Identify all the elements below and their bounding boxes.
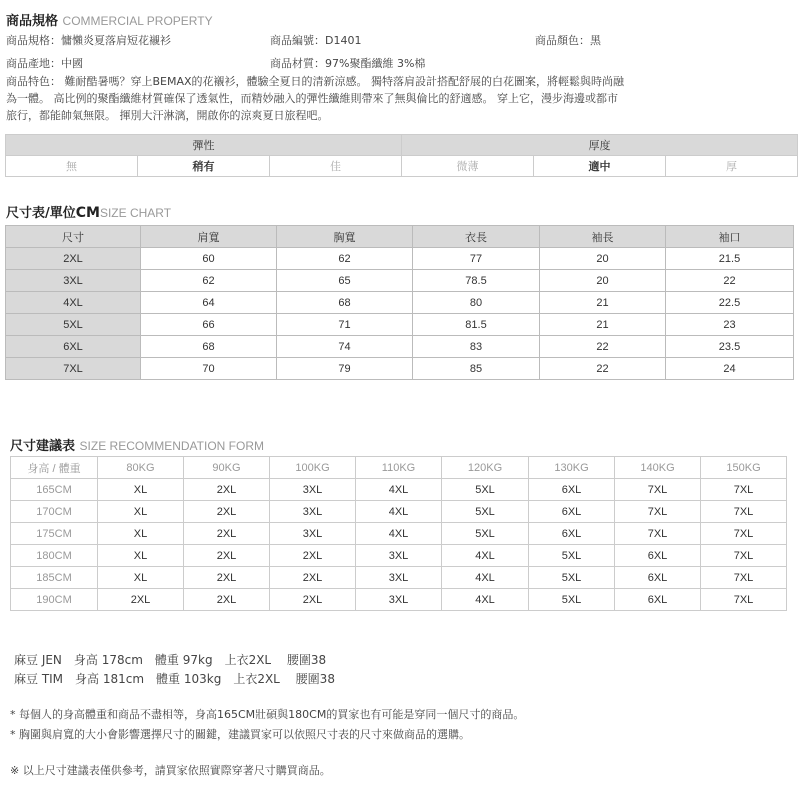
recommended-size-cell: 2XL bbox=[184, 567, 270, 589]
size-value-cell: 68 bbox=[277, 292, 413, 314]
size-value-cell: 22 bbox=[666, 270, 794, 292]
recommended-size-cell: 7XL bbox=[701, 589, 787, 611]
size-chart-row bbox=[6, 358, 794, 380]
recommendation-row bbox=[11, 545, 787, 567]
size-value-cell: 74 bbox=[277, 336, 413, 358]
recommendation-table bbox=[10, 456, 787, 611]
height-label-cell: 190CM bbox=[11, 589, 98, 611]
elasticity-option: 無 bbox=[6, 156, 138, 177]
size-value-cell: 78.5 bbox=[413, 270, 540, 292]
model-info: 麻豆 JEN 身高 178cm 體重 97kg 上衣2XL 腰圍38 bbox=[14, 653, 327, 667]
size-label-cell: 4XL bbox=[6, 292, 141, 314]
size-value-cell: 22 bbox=[540, 336, 666, 358]
size-chart-row bbox=[6, 336, 794, 358]
recommended-size-cell: 4XL bbox=[356, 523, 442, 545]
size-value-cell: 71 bbox=[277, 314, 413, 336]
size-chart-table bbox=[5, 225, 794, 380]
size-chart-row bbox=[6, 314, 794, 336]
size-value-cell: 20 bbox=[540, 248, 666, 270]
property-heading bbox=[6, 10, 213, 29]
recommended-size-cell: 6XL bbox=[529, 501, 615, 523]
recommended-size-cell: 3XL bbox=[270, 479, 356, 501]
size-value-cell: 23 bbox=[666, 314, 794, 336]
note-line: ※ 以上尺寸建議表僅供參考，請買家依照實際穿著尺寸購買商品。 bbox=[10, 764, 331, 777]
recommended-size-cell: 7XL bbox=[615, 501, 701, 523]
recommended-size-cell: 2XL bbox=[270, 545, 356, 567]
size-value-cell: 83 bbox=[413, 336, 540, 358]
recommended-size-cell: 5XL bbox=[529, 589, 615, 611]
recommendation-header-cell: 120KG bbox=[442, 457, 529, 479]
recommended-size-cell: 6XL bbox=[529, 523, 615, 545]
elasticity-option: 佳 bbox=[270, 156, 402, 177]
recommended-size-cell: 7XL bbox=[701, 523, 787, 545]
size-value-cell: 79 bbox=[277, 358, 413, 380]
recommended-size-cell: 4XL bbox=[356, 501, 442, 523]
recommendation-header-row bbox=[11, 457, 787, 479]
height-label-cell: 185CM bbox=[11, 567, 98, 589]
size-chart-header-cell: 袖口 bbox=[666, 226, 794, 248]
recommended-size-cell: 7XL bbox=[701, 479, 787, 501]
recommendation-subtitle: SIZE RECOMMENDATION FORM bbox=[79, 439, 264, 453]
attribute-table bbox=[5, 134, 798, 177]
size-label-cell: 2XL bbox=[6, 248, 141, 270]
product-features bbox=[6, 73, 796, 124]
recommended-size-cell: 5XL bbox=[442, 523, 529, 545]
recommended-size-cell: XL bbox=[98, 501, 184, 523]
size-value-cell: 81.5 bbox=[413, 314, 540, 336]
size-value-cell: 66 bbox=[141, 314, 277, 336]
size-value-cell: 21 bbox=[540, 314, 666, 336]
recommended-size-cell: 7XL bbox=[701, 501, 787, 523]
recommended-size-cell: 5XL bbox=[529, 567, 615, 589]
thickness-option: 厚 bbox=[666, 156, 798, 177]
size-value-cell: 21.5 bbox=[666, 248, 794, 270]
recommendation-row bbox=[11, 589, 787, 611]
size-value-cell: 21 bbox=[540, 292, 666, 314]
size-value-cell: 77 bbox=[413, 248, 540, 270]
recommendation-heading bbox=[10, 435, 264, 454]
size-value-cell: 85 bbox=[413, 358, 540, 380]
recommendation-header-cell: 身高 / 體重 bbox=[11, 457, 98, 479]
recommended-size-cell: 3XL bbox=[356, 589, 442, 611]
size-chart-header-cell: 肩寬 bbox=[141, 226, 277, 248]
elasticity-header: 彈性 bbox=[6, 135, 402, 156]
product-code: 商品編號：D1401 bbox=[270, 34, 362, 47]
property-title: 商品規格 bbox=[6, 14, 59, 29]
note-line: * 每個人的身高體重和商品不盡相等，身高165CM壯碩與180CM的買家也有可能是穿同一個尺寸的商品。 bbox=[10, 708, 525, 721]
recommendation-row bbox=[11, 501, 787, 523]
recommendation-row bbox=[11, 479, 787, 501]
recommended-size-cell: XL bbox=[98, 567, 184, 589]
recommended-size-cell: XL bbox=[98, 479, 184, 501]
size-chart-header-cell: 衣長 bbox=[413, 226, 540, 248]
thickness-option-selected: 適中 bbox=[534, 156, 666, 177]
size-value-cell: 68 bbox=[141, 336, 277, 358]
size-value-cell: 60 bbox=[141, 248, 277, 270]
recommended-size-cell: 2XL bbox=[184, 545, 270, 567]
product-origin: 商品產地：中國 bbox=[6, 57, 83, 70]
size-chart-row bbox=[6, 248, 794, 270]
recommended-size-cell: 2XL bbox=[270, 589, 356, 611]
size-chart-header-cell: 尺寸 bbox=[6, 226, 141, 248]
recommended-size-cell: 7XL bbox=[701, 567, 787, 589]
thickness-option: 微薄 bbox=[402, 156, 534, 177]
product-color: 商品顏色：黑 bbox=[535, 34, 601, 47]
product-name: 商品規格：慵懶炎夏落肩短花襯衫 bbox=[6, 34, 171, 47]
recommended-size-cell: 7XL bbox=[615, 479, 701, 501]
size-chart-header-cell: 袖長 bbox=[540, 226, 666, 248]
features-line: 商品特色： 難耐酷暑嗎？穿上BEMAX的花襯衫，體驗全夏日的清新涼感。 獨特落肩設計搭配舒展的白花圖案，將輕鬆與時尚融 bbox=[6, 75, 625, 88]
recommended-size-cell: 3XL bbox=[270, 523, 356, 545]
recommendation-title: 尺寸建議表 bbox=[10, 439, 76, 454]
note-line: * 胸圍與肩寬的大小會影響選擇尺寸的關鍵，建議買家可以依照尺寸表的尺寸來做商品的選購。 bbox=[10, 728, 470, 741]
size-chart-row bbox=[6, 292, 794, 314]
size-value-cell: 22 bbox=[540, 358, 666, 380]
recommended-size-cell: 6XL bbox=[529, 479, 615, 501]
size-value-cell: 70 bbox=[141, 358, 277, 380]
recommendation-header-cell: 100KG bbox=[270, 457, 356, 479]
recommended-size-cell: 6XL bbox=[615, 545, 701, 567]
recommended-size-cell: 2XL bbox=[184, 479, 270, 501]
size-chart-heading bbox=[6, 202, 171, 221]
recommended-size-cell: 3XL bbox=[356, 545, 442, 567]
recommendation-header-cell: 130KG bbox=[529, 457, 615, 479]
recommended-size-cell: 4XL bbox=[442, 567, 529, 589]
size-label-cell: 5XL bbox=[6, 314, 141, 336]
size-value-cell: 24 bbox=[666, 358, 794, 380]
size-value-cell: 64 bbox=[141, 292, 277, 314]
size-value-cell: 22.5 bbox=[666, 292, 794, 314]
recommended-size-cell: 2XL bbox=[98, 589, 184, 611]
elasticity-option-selected: 稍有 bbox=[138, 156, 270, 177]
recommended-size-cell: 2XL bbox=[184, 589, 270, 611]
size-chart-subtitle: SIZE CHART bbox=[99, 206, 172, 220]
size-value-cell: 65 bbox=[277, 270, 413, 292]
recommendation-row bbox=[11, 523, 787, 545]
recommended-size-cell: 2XL bbox=[270, 567, 356, 589]
height-label-cell: 175CM bbox=[11, 523, 98, 545]
recommendation-header-cell: 90KG bbox=[184, 457, 270, 479]
recommended-size-cell: 2XL bbox=[184, 523, 270, 545]
height-label-cell: 170CM bbox=[11, 501, 98, 523]
recommended-size-cell: 2XL bbox=[184, 501, 270, 523]
size-value-cell: 62 bbox=[277, 248, 413, 270]
recommendation-header-cell: 110KG bbox=[356, 457, 442, 479]
features-line: 為一體。 高比例的聚酯纖維材質確保了透氣性，而精妙融入的彈性纖維則帶來了無與倫比的舒適感。 穿上它，漫步海邊或都市 bbox=[6, 92, 618, 105]
recommended-size-cell: 4XL bbox=[442, 545, 529, 567]
property-subtitle: COMMERCIAL PROPERTY bbox=[62, 14, 213, 28]
recommended-size-cell: XL bbox=[98, 523, 184, 545]
recommended-size-cell: 6XL bbox=[615, 589, 701, 611]
height-label-cell: 180CM bbox=[11, 545, 98, 567]
size-value-cell: 80 bbox=[413, 292, 540, 314]
recommendation-row bbox=[11, 567, 787, 589]
size-chart-header-row bbox=[6, 226, 794, 248]
recommended-size-cell: 6XL bbox=[615, 567, 701, 589]
product-material: 商品材質：97%聚酯纖維 3%棉 bbox=[270, 57, 426, 70]
height-label-cell: 165CM bbox=[11, 479, 98, 501]
recommendation-header-cell: 150KG bbox=[701, 457, 787, 479]
size-value-cell: 23.5 bbox=[666, 336, 794, 358]
thickness-header: 厚度 bbox=[402, 135, 798, 156]
recommended-size-cell: XL bbox=[98, 545, 184, 567]
recommended-size-cell: 4XL bbox=[356, 479, 442, 501]
size-chart-row bbox=[6, 270, 794, 292]
size-label-cell: 6XL bbox=[6, 336, 141, 358]
recommended-size-cell: 5XL bbox=[529, 545, 615, 567]
recommendation-header-cell: 140KG bbox=[615, 457, 701, 479]
recommended-size-cell: 5XL bbox=[442, 501, 529, 523]
size-value-cell: 62 bbox=[141, 270, 277, 292]
model-info: 麻豆 TIM 身高 181cm 體重 103kg 上衣2XL 腰圍38 bbox=[14, 672, 335, 686]
features-line: 旅行，都能帥氣無限。 揮別大汗淋漓，開啟你的涼爽夏日旅程吧。 bbox=[6, 109, 329, 122]
recommended-size-cell: 3XL bbox=[270, 501, 356, 523]
size-label-cell: 7XL bbox=[6, 358, 141, 380]
recommended-size-cell: 7XL bbox=[615, 523, 701, 545]
recommended-size-cell: 3XL bbox=[356, 567, 442, 589]
recommended-size-cell: 4XL bbox=[442, 589, 529, 611]
size-chart-header-cell: 胸寬 bbox=[277, 226, 413, 248]
size-chart-unit: CM bbox=[75, 205, 100, 221]
size-label-cell: 3XL bbox=[6, 270, 141, 292]
size-chart-title: 尺寸表/單位 bbox=[6, 206, 76, 221]
recommended-size-cell: 5XL bbox=[442, 479, 529, 501]
recommendation-header-cell: 80KG bbox=[98, 457, 184, 479]
size-value-cell: 20 bbox=[540, 270, 666, 292]
recommended-size-cell: 7XL bbox=[701, 545, 787, 567]
